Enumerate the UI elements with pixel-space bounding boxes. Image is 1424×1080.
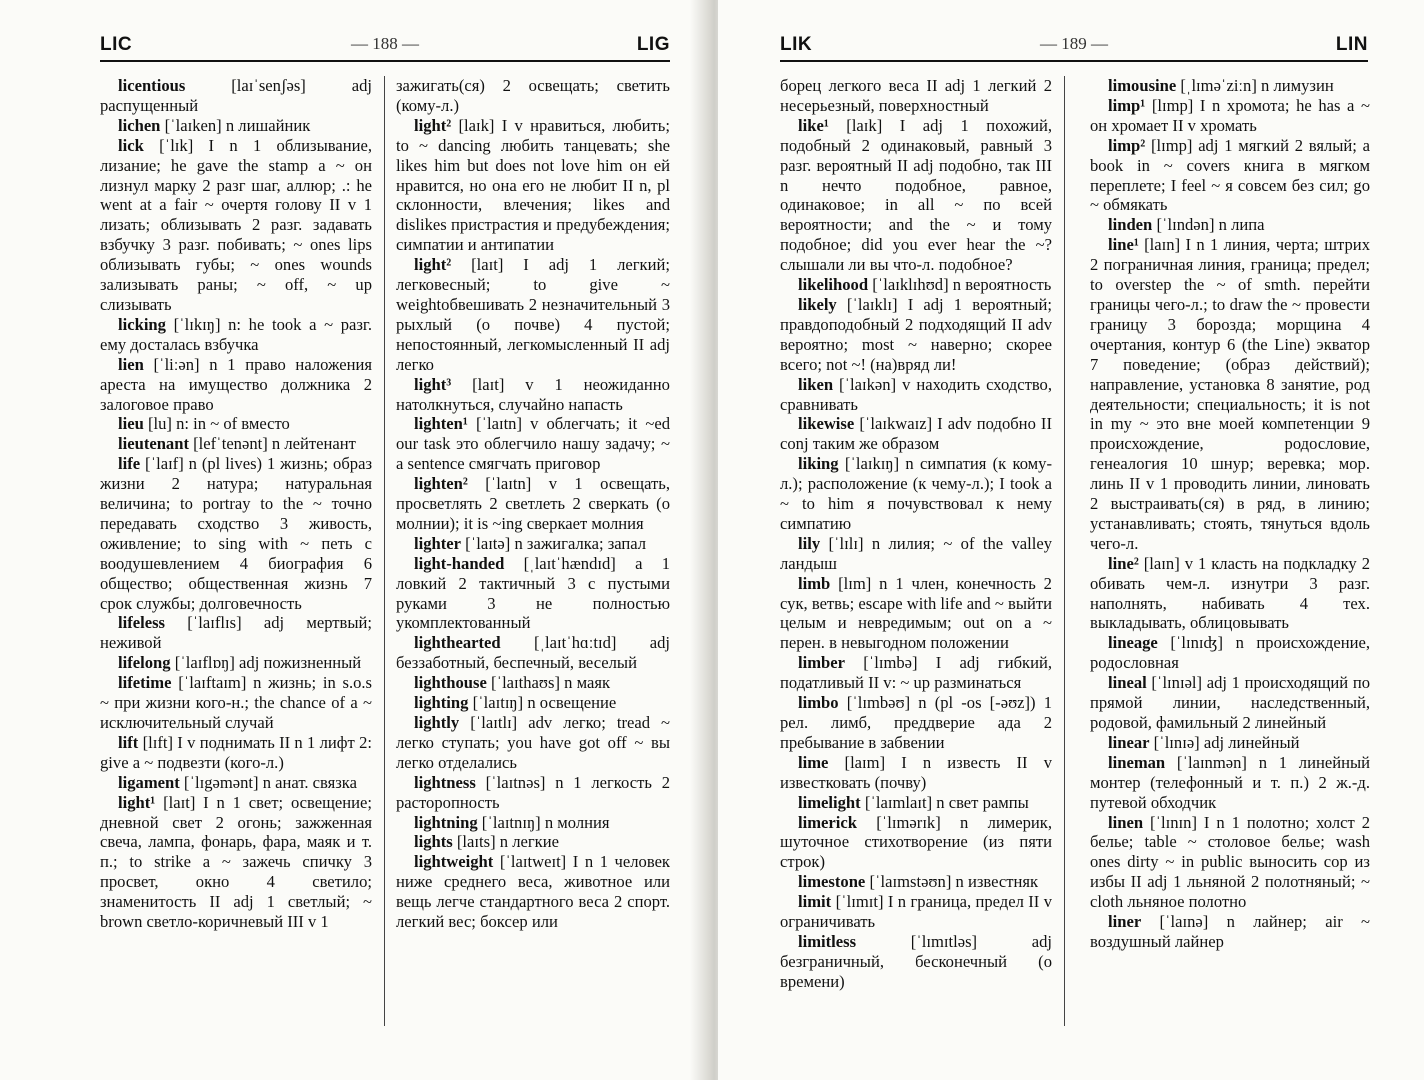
- entry-definition: [ˈlaɪflɪs] adj мертвый; неживой: [100, 613, 372, 653]
- dictionary-entry: [100, 116, 372, 136]
- headword: light¹: [118, 792, 156, 812]
- headword: lineage: [1108, 633, 1158, 653]
- headword: limp²: [1108, 135, 1146, 155]
- headword: likely: [798, 294, 837, 314]
- page-number: — 189 —: [1040, 34, 1108, 53]
- entry-definition: [lefˈtenənt] n лейтенант: [193, 434, 356, 454]
- headword: lighten¹: [414, 414, 468, 434]
- entry-definition: [ˈlɪmɪt] I n граница, предел II v ограничивать: [780, 892, 1052, 932]
- dictionary-entry: [780, 454, 1052, 534]
- headword: line²: [1108, 553, 1139, 573]
- dictionary-entry: [780, 653, 1052, 693]
- headword: light³: [414, 374, 452, 394]
- entry-definition: [lɪft] I v поднимать II n 1 лифт 2: give a ~ подвезти (кого-л.): [100, 732, 372, 772]
- entry-definition: [ˈlɪndən] n липа: [1156, 215, 1265, 235]
- dictionary-entry: [396, 116, 670, 255]
- dictionary-entry: [780, 375, 1052, 415]
- entry-definition: [ˈlaɪnmən] n 1 линейный монтер (телефонный и т. п.) 2 ж.-д. путевой обходчик: [1090, 752, 1370, 812]
- entry-definition: [laɪts] n легкие: [456, 832, 559, 852]
- headword: lily: [798, 533, 821, 553]
- headword: lift: [118, 732, 139, 752]
- headword: lighter: [414, 533, 462, 553]
- dictionary-entry: [780, 872, 1052, 892]
- dictionary-entry: [100, 315, 372, 355]
- dictionary-entry: [780, 574, 1052, 654]
- entry-definition: [ˈlaɪkwaɪz] I adv подобно II conj таким же образом: [780, 414, 1052, 454]
- headword: like¹: [798, 115, 829, 135]
- entry-definition: [ˈlaɪmlaɪt] n свет рампы: [864, 792, 1029, 812]
- headword: lifelong: [118, 653, 171, 673]
- entry-definition: [ˈlɪmbəʊ] n (pl -os [-əʊz]) 1 рел. лимб, преддверие ада 2 пребывание в забвении: [780, 693, 1052, 752]
- dictionary-entry: [1090, 96, 1370, 136]
- entry-definition: [laɪˈsenʃəs] adj распущенный: [100, 76, 372, 115]
- dictionary-entry: [780, 275, 1052, 295]
- headword: limestone: [798, 872, 866, 892]
- dictionary-entry: [780, 76, 1052, 116]
- entry-definition: [laɪn] v 1 класть на подкладку 2 обивать чем-л. изнутри 3 разг. наполнять, набивать 4 тех. выкладывать, облицовывать: [1090, 553, 1370, 633]
- headword: linden: [1108, 215, 1153, 235]
- dictionary-entry: [396, 474, 670, 534]
- entry-definition: [ˈlɪnɪʤ] n происхождение, родословная: [1090, 633, 1370, 673]
- headword: ligament: [118, 772, 180, 792]
- headword: lieutenant: [118, 434, 189, 454]
- entry-definition: [ˈlaɪklɪhʊd] n вероятность: [872, 275, 1052, 295]
- column-divider: [384, 76, 385, 1026]
- headword: life: [118, 454, 141, 474]
- entry-definition: [ˈlɪnɪn] I n 1 полотно; холст 2 белье; table ~ столовое белье; wash ones dirty ~ in public выносить сор из избы II adj 1 льняной 2 полотняный; ~ cloth льняное полотно: [1090, 812, 1370, 912]
- headword: lineman: [1108, 752, 1166, 772]
- headword: lightning: [414, 812, 478, 832]
- headword: limelight: [798, 792, 861, 812]
- dictionary-entry: [100, 613, 372, 653]
- headword: lifetime: [118, 673, 172, 693]
- dictionary-entry: [780, 793, 1052, 813]
- dictionary-entry: [1090, 733, 1370, 753]
- entry-definition: [lɪmp] adj 1 мягкий 2 вялый; a book in ~ covers книга в мягком переплете; I feel ~ я совсем без сил; go ~ обмякать: [1090, 135, 1370, 215]
- dictionary-entry: [1090, 673, 1370, 733]
- entry-definition: [ˈlɪmbə] I adj гибкий, податливый II v: ~ up разминаться: [780, 653, 1052, 693]
- dictionary-entry: [396, 255, 670, 374]
- headword: likelihood: [798, 275, 869, 295]
- headword: licking: [118, 314, 166, 334]
- headword: lighthearted: [414, 633, 501, 653]
- headword: lighting: [414, 693, 469, 713]
- dictionary-entry: [396, 554, 670, 634]
- dictionary-entry: [396, 813, 670, 833]
- entry-definition: [ˈlaɪtə] n зажигалка; запал: [465, 533, 647, 553]
- dictionary-entry: [396, 414, 670, 474]
- entry-definition: [ˈlaɪtlɪ] adv легко; tread ~ легко ступать; you have got off ~ вы легко отделались: [396, 713, 670, 772]
- dictionary-entry: [100, 793, 372, 932]
- entry-definition: [ˌlaɪtˈhɑːtɪd] adj беззаботный, беспечный, веселый: [396, 633, 670, 673]
- headword: linen: [1108, 812, 1144, 832]
- dictionary-entry: [396, 852, 670, 932]
- entry-definition: [ˈlaɪtn] v 1 освещать, просветлять 2 светлеть 2 сверкать (о молнии); it is ~ing сверкает молния: [396, 474, 670, 533]
- headword: lighten²: [414, 474, 468, 494]
- headword: lineal: [1108, 673, 1147, 693]
- dictionary-entry: [780, 295, 1052, 375]
- headword: lighthouse: [414, 673, 487, 693]
- dictionary-entry: [1090, 633, 1370, 673]
- headword: light²: [414, 115, 452, 135]
- dictionary-entry: [100, 454, 372, 613]
- headword: lights: [414, 832, 453, 852]
- dictionary-entry: [100, 414, 372, 434]
- entry-definition: [laɪk] I adj 1 похожий, подобный 2 одинаковый, равный 3 разг. вероятный II adj подобно, так III n нечто подобное, равное, одинаковое; in all ~ по всей вероятности; and the ~ и тому подобное; did you ever hear the ~? слышали ли вы что-л. подобное?: [780, 115, 1052, 275]
- guide-word-last: LIN: [1335, 34, 1368, 55]
- headword: limber: [798, 653, 846, 673]
- entry-definition: зажигать(ся) 2 освещать; светить (кому-л.): [396, 76, 670, 115]
- headword: lick: [118, 135, 144, 155]
- dictionary-entry: [780, 813, 1052, 873]
- headword: licentious: [118, 76, 186, 95]
- entry-definition: [ˈlaɪklɪ] I adj 1 вероятный; правдоподобный 2 подходящий II adv вероятно; most ~ наверно; скорее всего; not ~! (на)вряд ли!: [780, 294, 1052, 374]
- dictionary-entry: [1090, 215, 1370, 235]
- entry-definition: [ˈliːən] n 1 право наложения ареста на имущество должника 2 залоговое право: [100, 354, 372, 414]
- entry-definition: [ˈlaɪflɒŋ] adj пожизненный: [174, 653, 362, 673]
- dictionary-entry: [396, 832, 670, 852]
- dictionary-entry: [1090, 136, 1370, 216]
- headword: lifeless: [118, 613, 166, 633]
- dictionary-entry: [100, 653, 372, 673]
- page-number: — 188 —: [351, 34, 419, 53]
- dictionary-entry: [780, 892, 1052, 932]
- dictionary-entry: [1090, 235, 1370, 554]
- column-divider: [1064, 76, 1065, 1026]
- dictionary-entry: [100, 355, 372, 415]
- column: [100, 76, 372, 1026]
- headword: limit: [798, 892, 832, 912]
- entry-definition: [ˈlaɪf] n (pl lives) 1 жизнь; образ жизни 2 натура; натуральная величина; to portray to the ~ точно передавать сходство 3 живость, оживление; to sing with ~ петь с воодушевлением 4 биография 6 общество; общественная жизнь 7 срок службы; долговечность: [100, 454, 372, 613]
- guide-word-last: LIG: [636, 34, 670, 55]
- dictionary-entry: [1090, 753, 1370, 813]
- dictionary-entry: [780, 116, 1052, 275]
- headword: limitless: [798, 931, 857, 951]
- entry-definition: [ˈlɪmɪtləs] adj безграничный, бесконечный (о времени): [780, 931, 1052, 991]
- entry-definition: [ˌlɪməˈziːn] n лимузин: [1180, 76, 1334, 95]
- dictionary-entry: [780, 693, 1052, 753]
- entry-definition: [ˈlaɪkən] v находить сходство, сравнивать: [780, 374, 1052, 414]
- entry-definition: [ˈlaɪftaɪm] n жизнь; in s.o.s ~ при жизни кого-н.; the chance of a ~ исключительный случай: [100, 673, 372, 732]
- entry-definition: [ˈlaɪtɪŋ] n освещение: [472, 693, 617, 713]
- dictionary-entry: [1090, 912, 1370, 952]
- dictionary-entry: [396, 693, 670, 713]
- guide-word-first: LIK: [780, 34, 813, 55]
- entry-definition: [ˈlaɪtn] v облегчать; it ~ed our task это облегчило нашу задачу; ~ a sentence смягчать приговор: [396, 414, 670, 474]
- dictionary-entry: [1090, 813, 1370, 913]
- entry-definition: [laɪt] I adj 1 легкий; легковесный; to give ~ weightобвешивать 2 незначительный 3 рыхлый (о почве) 4 пустой; непостоянный, легкомысленный II adj легко: [396, 255, 670, 374]
- entry-definition: [ˈlɪmərɪk] n лимерик, шуточное стихотворение (из пяти строк): [780, 812, 1052, 872]
- page-left: [0, 0, 706, 1080]
- entry-definition: [ˈlaɪtnɪŋ] n молния: [481, 812, 610, 832]
- entry-definition: [ˈlɪnɪə] adj линейный: [1153, 732, 1300, 752]
- page-header: [780, 30, 1368, 64]
- guide-word-first: LIC: [100, 34, 133, 55]
- entry-definition: [ˈlaɪken] n лишайник: [164, 115, 311, 135]
- entry-definition: [lɪmp] I n хромота; he has a ~ он хромает II v хромать: [1090, 95, 1370, 135]
- dictionary-entry: [780, 753, 1052, 793]
- column: [396, 76, 670, 1026]
- dictionary-entry: [1090, 76, 1370, 96]
- dictionary-entry: [780, 534, 1052, 574]
- headword: limerick: [798, 812, 857, 832]
- dictionary-entry: [396, 673, 670, 693]
- headword: lieu: [118, 414, 144, 434]
- entry-definition: [ˈlaɪnə] n лайнер; air ~ воздушный лайнер: [1090, 912, 1370, 951]
- entry-definition: [ˈlɪlɪ] n лилия; ~ of the valley ландыш: [780, 533, 1052, 573]
- headword: lichen: [118, 115, 161, 135]
- headword: limousine: [1108, 76, 1177, 95]
- dictionary-entry: [396, 713, 670, 773]
- headword: linear: [1108, 732, 1150, 752]
- entry-definition: [ˈlaɪmstəʊn] n известняк: [869, 872, 1039, 892]
- headword: limp¹: [1108, 95, 1146, 115]
- headword: liking: [798, 454, 839, 474]
- headword: light-handed: [414, 553, 505, 573]
- dictionary-entry: [396, 534, 670, 554]
- headword: lien: [118, 354, 144, 374]
- entry-definition: борец легкого веса II adj 1 легкий 2 несерьезный, поверхностный: [780, 76, 1052, 115]
- entry-definition: [laɪt] I n 1 свет; освещение; дневной свет 2 огонь; зажженная свеча, лампа, фонарь, фара, маяк и т. п.; to strike a ~ зажечь спичку 3 просвет, окно 4 светило; знаменитость II adj 1 светлый; ~ brown светло-коричневый III v 1: [100, 792, 372, 932]
- entry-definition: [ˈlɪnɪəl] adj 1 происходящий по прямой линии, наследственный, родовой, фамильный 2 линейный: [1090, 673, 1370, 732]
- headword: limbo: [798, 693, 839, 713]
- headword: liken: [798, 374, 834, 394]
- entry-definition: [ˈlaɪkɪŋ] n симпатия (к кому-л.); расположение (к чему-л.); I took a ~ to him я почувствовал к нему симпатию: [780, 454, 1052, 533]
- headword: light²: [414, 255, 452, 275]
- dictionary-entry: [100, 76, 372, 116]
- column: [1090, 76, 1370, 1026]
- dictionary-entry: [1090, 554, 1370, 634]
- headword: lime: [798, 752, 829, 772]
- headword: liner: [1108, 912, 1142, 932]
- page-right: [718, 0, 1424, 1080]
- entry-definition: [ˈlaɪtweɪt] I n 1 человек ниже среднего веса, животное или вещь легче стандартного веса 2 спорт. легкий вес; боксер или: [396, 852, 670, 932]
- headword: lightness: [414, 772, 476, 792]
- dictionary-entry: [396, 773, 670, 813]
- header-rule: [780, 60, 1368, 62]
- entry-definition: [ˈlaɪthaʊs] n маяк: [491, 673, 611, 693]
- headword: likewise: [798, 414, 855, 434]
- entry-definition: [laɪn] I n 1 линия, черта; штрих 2 пограничная линия, граница; предел; to overstep the ~ of smth. перейти границы чего-л.; to draw the ~ провести границу 3 борозда; морщина 4 очертания, контур 6 (the Line) экватор 7 поведение; (образ действий); направление, установка 8 занятие, род деятельности; специальность; it is not in my ~ это вне моей компетенции 9 происхождение, родословие, генеалогия 10 шнур; веревка; мор. линь II v 1 проводить линии, линовать 2 выстраивать(ся) в ряд, в линию; устанавливать; стоять, тянуться вдоль чего-л.: [1090, 235, 1370, 553]
- dictionary-entry: [100, 136, 372, 315]
- entry-definition: [ˈlɪkɪŋ] n: he took a ~ разг. ему досталась взбучка: [100, 314, 372, 354]
- dictionary-entry: [100, 673, 372, 733]
- headword: line¹: [1108, 235, 1139, 255]
- dictionary-entry: [100, 773, 372, 793]
- entry-definition: [ˈlaɪtnəs] n 1 легкость 2 расторопность: [396, 772, 670, 812]
- entry-definition: [laɪt] v 1 неожиданно натолкнуться, случайно напасть: [396, 374, 670, 414]
- page-header: [100, 30, 670, 64]
- entry-definition: [laɪk] I v нравиться, любить; to ~ dancing любить танцевать; she likes him but does not love him он ей нравится, но она его не любит II n, pl склонности, влечения; likes and dislikes пристрастия и предубеждения; симпатии и антипатии: [396, 115, 670, 255]
- dictionary-entry: [396, 633, 670, 673]
- dictionary-entry: [396, 375, 670, 415]
- dictionary-entry: [100, 434, 372, 454]
- dictionary-entry: [780, 414, 1052, 454]
- entry-definition: [lu] n: in ~ of вместо: [147, 414, 290, 434]
- column: [780, 76, 1052, 1026]
- entry-definition: [laɪm] I n известь II v известковать (почву): [780, 752, 1052, 792]
- entry-definition: [ˈlɪgəmənt] n анат. связка: [183, 772, 357, 792]
- entry-definition: [ˌlaɪtˈhændɪd] a 1 ловкий 2 тактичный 3 с пустыми руками 3 не полностью укомплектованный: [396, 553, 670, 633]
- entry-definition: [ˈlɪk] I n 1 облизывание, лизание; he gave the stamp a ~ он лизнул марку 2 разг шаг, аллюр; .: he went at a fair ~ очертя голову II v 1 лизать; облизывать 2 разг. задавать взбучку 3 разг. побивать; ~ ones lips облизывать губы; ~ ones wounds зализывать раны; ~ off, ~ up слизывать: [100, 135, 372, 314]
- dictionary-entry: [100, 733, 372, 773]
- headword: limb: [798, 573, 831, 593]
- headword: lightweight: [414, 852, 494, 872]
- dictionary-entry: [780, 932, 1052, 992]
- headword: lightly: [414, 713, 460, 732]
- dictionary-entry: [396, 76, 670, 116]
- header-rule: [100, 60, 670, 62]
- entry-definition: [lɪm] n 1 член, конечность 2 сук, ветвь; escape with life and ~ выйти целым и невредимым; out on a ~ перен. в невыгодном положении: [780, 573, 1052, 653]
